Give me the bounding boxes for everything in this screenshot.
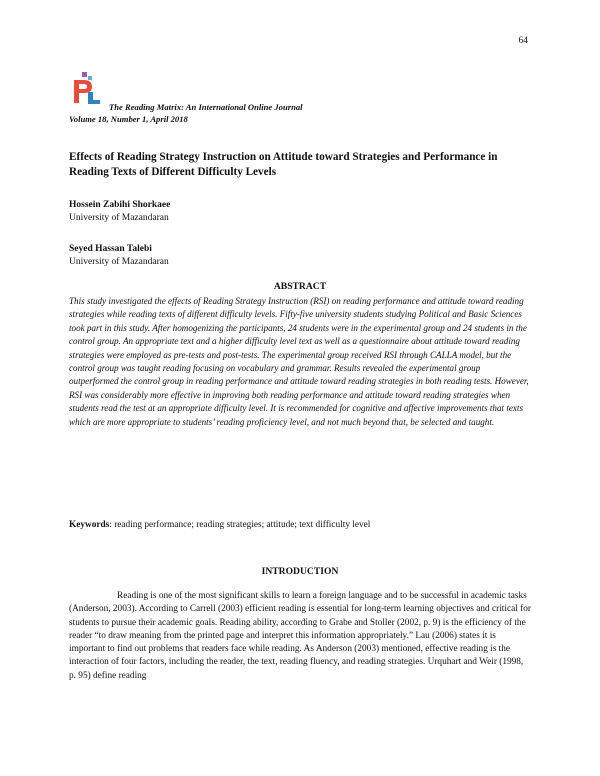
- page-number: 64: [518, 36, 528, 46]
- journal-name: The Reading Matrix: An International Online Journal: [109, 102, 303, 112]
- introduction-heading: INTRODUCTION: [261, 566, 339, 577]
- keywords-label: Keywords: [69, 520, 110, 530]
- abstract-text: This study investigated the effects of Reading Strategy Instruction (RSI) on reading performance and attitude toward reading strategies while reading texts of different difficulty levels. Fifty-five university students studying Political and Basic Sciences took part in this study. After homogenizing the participants, 24 students were in the experimental group and 24 students in the control group. An appropriate text and a higher difficulty level text as well as a questionnaire about attitude toward reading strategies were employed as pre-tests and post-tests. The experimental group received RSI through CALLA model, but the control group was taught reading focusing on vocabulary and grammar. Results revealed the experimental group outperformed the control group in reading performance and attitude toward reading strategies in both reading tests. However, RSI was considerably more effective in improving both reading performance and attitude toward reading strategies when students read the test at an appropriate difficulty level. It is recommended for cognitive and affective improvements that texts which are more appropriate to students’ reading proficiency level, and not much beyond that, be selected and taught.: [69, 296, 529, 427]
- author-name: Hossein Zabihi Shorkaee: [69, 200, 171, 210]
- introduction-text: Reading is one of the most significant skills to learn a foreign language and to be successful in academic tasks (Anderson, 2003). According to Carrell (2003) efficient reading is essential for long-term learning objectives and critical for students to pursue their academic goals. Reading ability, according to Grabe and Stoller (2002, p. 9) is the efficiency of the reader “to draw meaning from the printed page and interpret this information appropriately.” Lau (2006) states it is important to find out problems that readers face while reading. As Anderson (2003) mentioned, effective reading is the interaction of four factors, including the reader, the text, reading fluency, and reading strategies. Urquhart and Weir (1998, p. 95) define reading: [69, 591, 531, 681]
- keywords-list: : reading performance; reading strategies; attitude; text difficulty level: [109, 520, 371, 530]
- paper-title: Effects of Reading Strategy Instruction on Attitude toward Strategies and Performance in Reading Texts of Different Difficulty Levels: [69, 151, 498, 178]
- author-name: Seyed Hassan Talebi: [69, 244, 152, 254]
- keywords: [69, 520, 531, 530]
- author-2: [69, 243, 169, 269]
- journal-volume: Volume 18, Number 1, April 2018: [69, 114, 188, 124]
- author-affiliation: University of Mazandaran: [69, 213, 169, 223]
- journal-info: [69, 101, 303, 125]
- author-1: [69, 199, 170, 225]
- author-affiliation: University of Mazandaran: [69, 257, 169, 267]
- abstract-heading: ABSTRACT: [273, 281, 327, 292]
